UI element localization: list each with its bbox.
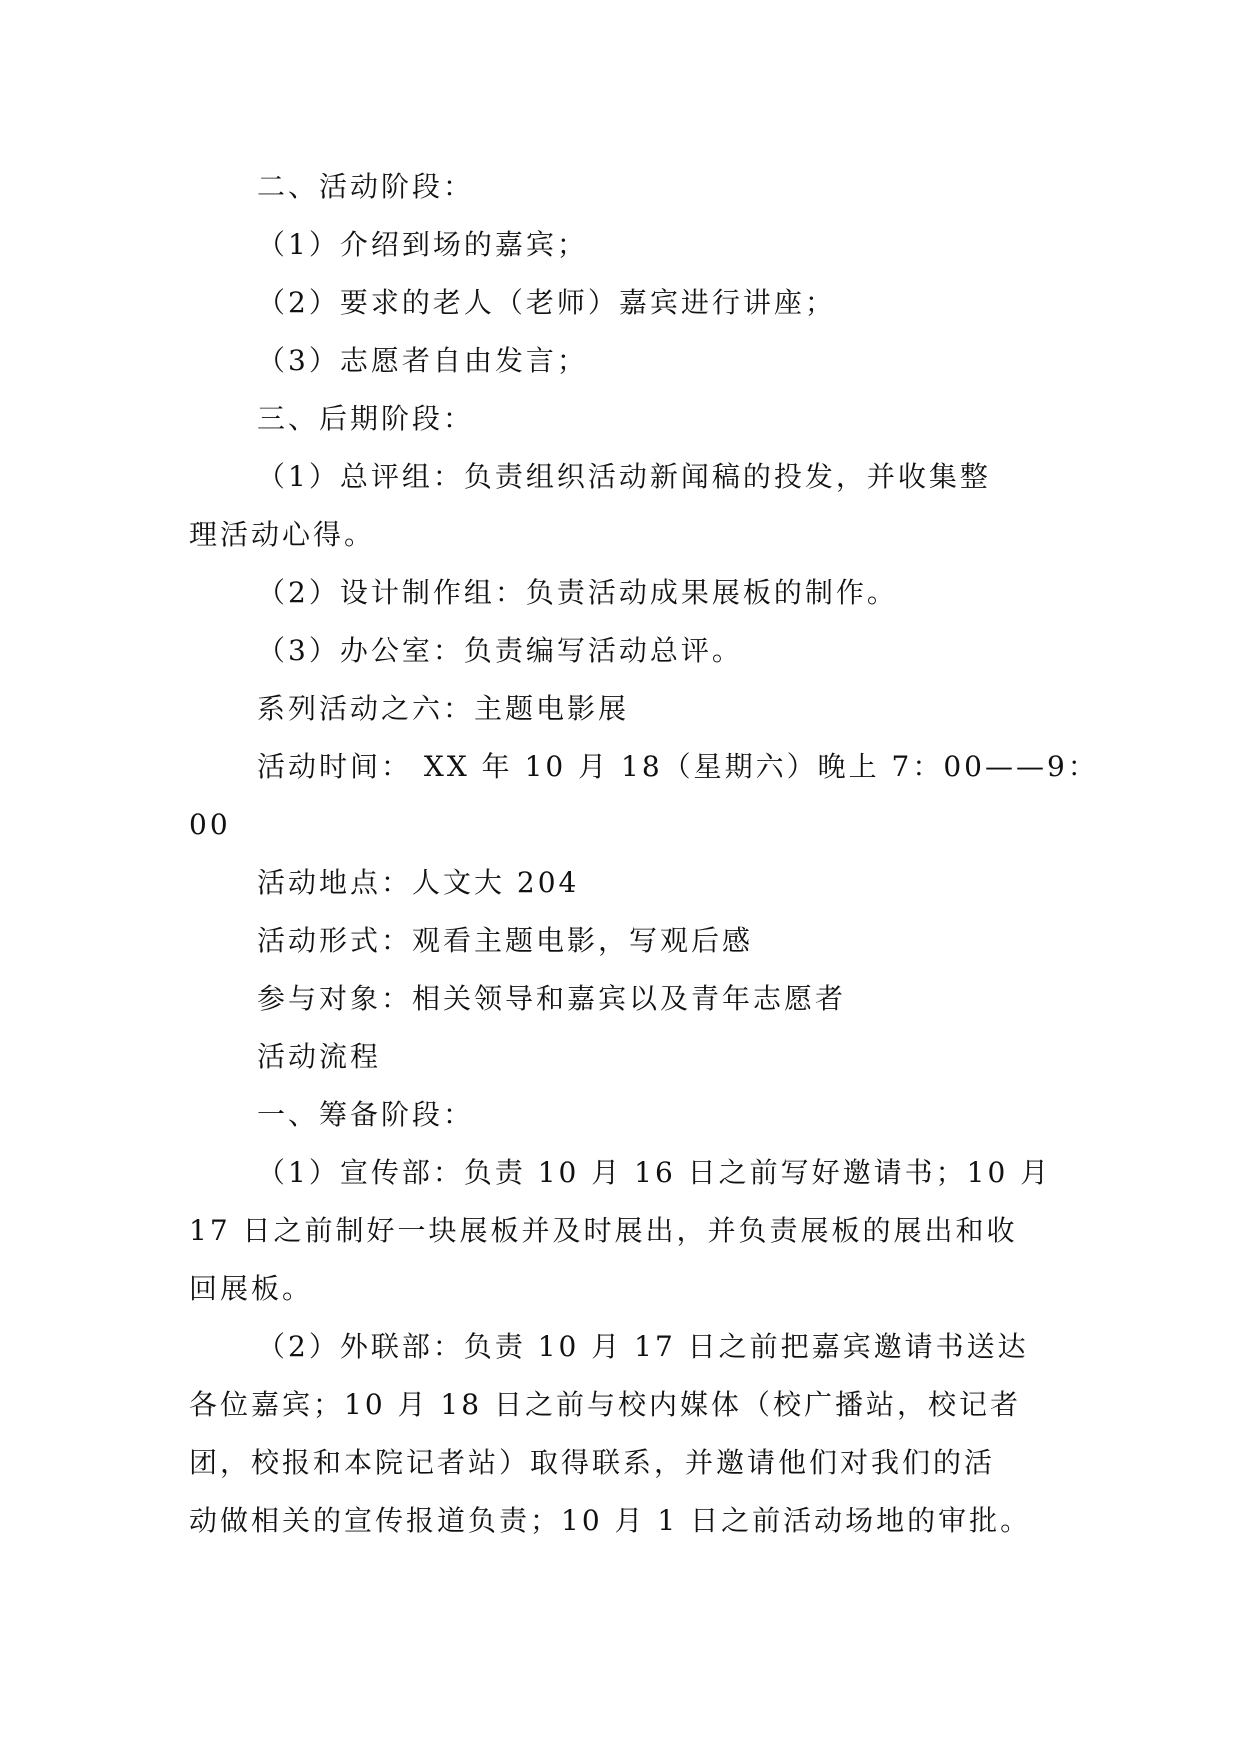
text-line: 回展板。 xyxy=(189,1272,314,1305)
list-item: （2）要求的老人（老师）嘉宾进行讲座； xyxy=(257,286,836,319)
text-line: 团，校报和本院记者站）取得联系，并邀请他们对我们的活 xyxy=(189,1446,996,1479)
section-heading: 活动流程 xyxy=(257,1040,382,1073)
section-heading: 系列活动之六：主题电影展 xyxy=(257,692,630,725)
text-line: 动做相关的宣传报道负责；10 月 1 日之前活动场地的审批。 xyxy=(189,1504,1032,1537)
list-item: （1）总评组：负责组织活动新闻稿的投发，并收集整 xyxy=(257,460,991,493)
list-item: （3）志愿者自由发言； xyxy=(257,344,588,377)
list-item: （2）设计制作组：负责活动成果展板的制作。 xyxy=(257,576,898,609)
text-line: 00 xyxy=(189,808,231,841)
list-item: （2）外联部：负责 10 月 17 日之前把嘉宾邀请书送达 xyxy=(257,1330,1029,1363)
section-heading: 二、活动阶段： xyxy=(257,170,475,203)
document-body xyxy=(189,158,1099,1550)
list-item: （3）办公室：负责编写活动总评。 xyxy=(257,634,743,667)
text-line: 活动地点：人文大 204 xyxy=(257,866,580,899)
section-heading: 三、后期阶段： xyxy=(257,402,475,435)
section-heading: 一、筹备阶段： xyxy=(257,1098,475,1131)
text-line: 活动形式：观看主题电影，写观后感 xyxy=(257,924,754,957)
list-item: （1）宣传部：负责 10 月 16 日之前写好邀请书；10 月 xyxy=(257,1156,1052,1189)
text-line: 17 日之前制好一块展板并及时展出，并负责展板的展出和收 xyxy=(189,1214,1018,1247)
text-line: 参与对象：相关领导和嘉宾以及青年志愿者 xyxy=(257,982,847,1015)
text-line: 理活动心得。 xyxy=(189,518,376,551)
text-line: 活动时间： XX 年 10 月 18（星期六）晚上 7：00——9： xyxy=(257,750,1099,783)
text-line: 各位嘉宾；10 月 18 日之前与校内媒体（校广播站，校记者 xyxy=(189,1388,1021,1421)
list-item: （1）介绍到场的嘉宾； xyxy=(257,228,588,261)
